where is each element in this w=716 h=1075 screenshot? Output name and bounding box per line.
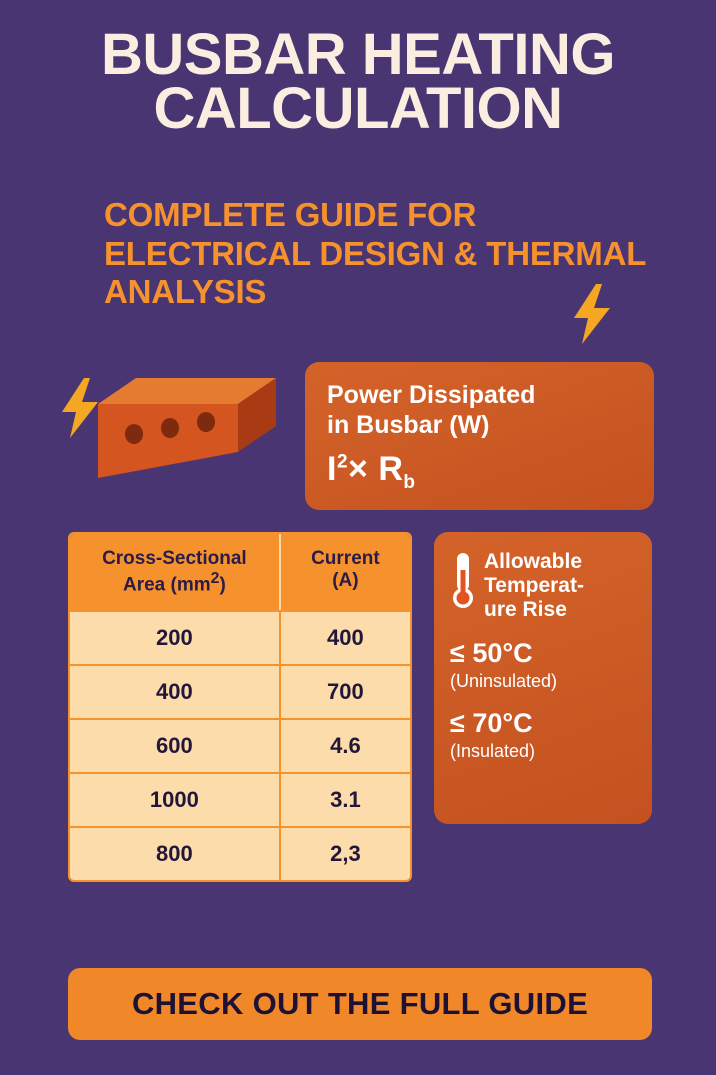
formula-title-line2: in Busbar (W): [327, 411, 490, 439]
table-row: [70, 826, 410, 880]
temperature-label: [484, 550, 584, 622]
busbar-ratings-table: [68, 532, 412, 882]
table-header-current-line2: (A): [332, 569, 359, 591]
cell-area: 200: [70, 612, 281, 664]
power-formula-card: [305, 362, 654, 510]
cell-current: 400: [327, 625, 364, 651]
thermometer-glyph: [450, 550, 476, 612]
cell-current: 3.1: [330, 787, 361, 813]
temperature-note-uninsulated: (Uninsulated): [450, 670, 558, 691]
table-header-area-sup: 2: [210, 569, 220, 587]
table-header-current-line1: Current: [311, 548, 380, 569]
table-header-current: [281, 534, 410, 610]
table-row: [70, 664, 410, 718]
lightning-bolt-glyph: [570, 284, 614, 344]
table-row: [70, 718, 410, 772]
temperature-header: [450, 550, 636, 622]
table-row: [70, 610, 410, 664]
temperature-label-line1: Allowable: [484, 550, 583, 573]
page-subtitle: COMPLETE GUIDE FOR ELECTRICAL DESIGN & THERMAL ANALYSIS: [104, 196, 646, 311]
page-title: BUSBAR HEATING CALCULATION: [101, 22, 615, 141]
temperature-label-line3: ure Rise: [484, 597, 567, 621]
temperature-label-line2: Temperat-: [484, 573, 584, 597]
cell-current: 700: [327, 679, 364, 705]
table-header-area-line2-pre: Area (mm: [123, 574, 211, 596]
table-header-row: [70, 534, 410, 610]
cell-area: 800: [70, 828, 281, 880]
busbar-illustration: [90, 368, 280, 488]
formula-title-line1: Power Dissipated: [327, 381, 536, 409]
formula-current-symbol: I: [327, 450, 337, 488]
table-header-area: [70, 534, 281, 610]
temperature-value-uninsulated: ≤ 50°C: [450, 637, 533, 668]
cell-current: 4.6: [330, 733, 361, 759]
table-header-area-line2-post: ): [219, 574, 226, 596]
formula-resistance-subscript: b: [403, 471, 416, 493]
full-guide-cta-button[interactable]: CHECK OUT THE FULL GUIDE: [68, 968, 652, 1040]
cell-current: 2,3: [330, 841, 361, 867]
busbar-shape: [90, 368, 280, 488]
lightning-bolt-icon: [570, 284, 614, 352]
formula-exponent: 2: [336, 451, 349, 473]
cell-area: 400: [70, 666, 281, 718]
thermometer-icon: [450, 550, 476, 617]
temperature-value-insulated: ≤ 70°C: [450, 707, 533, 738]
table-header-area-line1: Cross-Sectional: [102, 548, 247, 569]
cell-area: 1000: [70, 774, 281, 826]
formula-times-resistance: × R: [348, 450, 404, 488]
temperature-note-insulated: (Insulated): [450, 740, 536, 761]
allowable-temperature-card: [434, 532, 652, 824]
table-row: [70, 772, 410, 826]
formula-expression: [327, 450, 632, 494]
cell-area: 600: [70, 720, 281, 772]
